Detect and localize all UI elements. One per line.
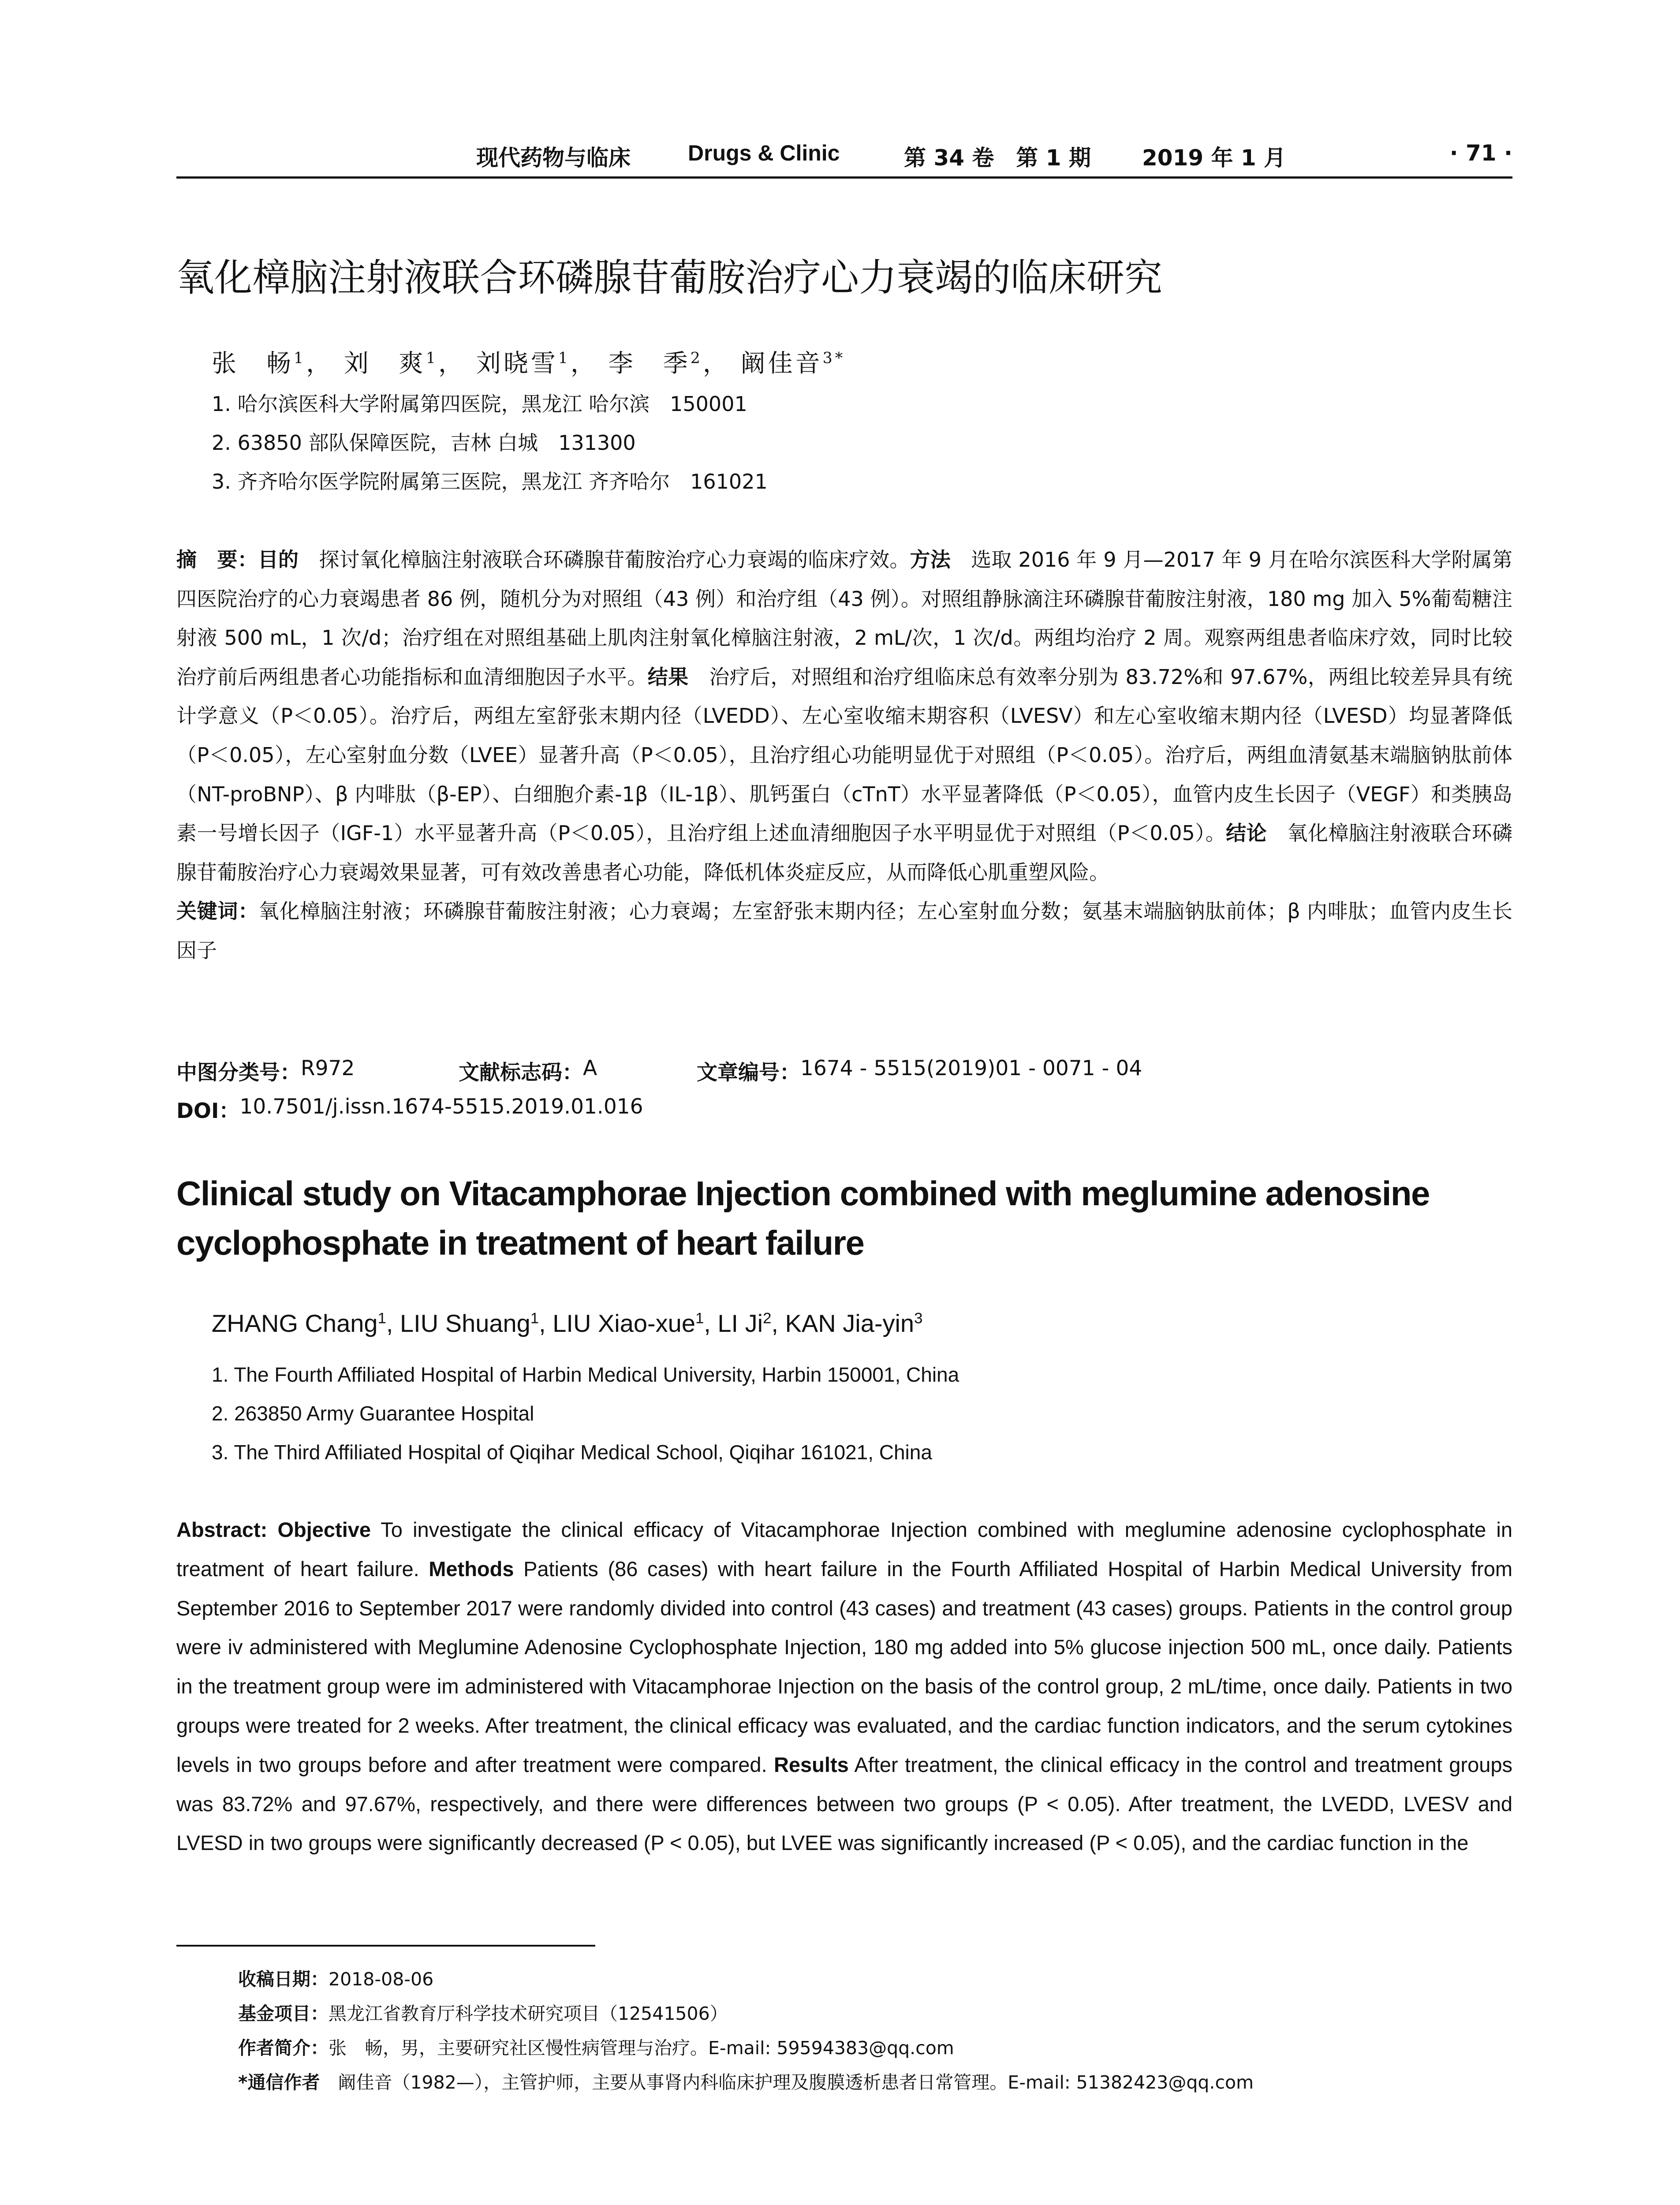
clc-value: R972 [301,1056,355,1080]
cn-author-affil-mark: 1 [558,349,571,367]
cn-author-affil-mark: 1 [294,349,306,367]
cn-author-affil-mark: 3* [822,349,846,367]
cn-results-text: 治疗后，对照组和治疗组临床总有效率分别为 83.72%和 97.67%，两组比较差异具有统计学意义（P＜0.05）。治疗后，两组左室舒张末期内径（LVEDD）、左心室收缩末期容积（LVESV）和左心室收缩末期内径（LVESD）均显著降低（P＜0.05），左心室射血分数（LVEE）显著升高（P＜0.05），且治疗组心功能明显优于对照组（P＜0.05）。治疗后，两组血清氨基末端脑钠肽前体（NT-proBNP）、β 内啡肽（β-EP）、白细胞介素-1β（IL-1β）、肌钙蛋白（cTnT）水平显著降低（P＜0.05），血管内皮生长因子（VEGF）和类胰岛素一号增长因子（IGF-1）水平显著升高（P＜0.05），且治疗组上述血清细胞因子水平明显优于对照组（P＜0.05）。 [176,665,1513,845]
en-objective-text: To investigate the clinical efficacy of Vitacamphorae Injection combined with meglumine adenosine cyclophosphate in treatment of heart failure. [176,1518,1512,1581]
en-author-affil-mark: 1 [530,1310,539,1327]
cn-author-affil-mark: 2 [690,349,703,367]
en-affiliation: 3. The Third Affiliated Hospital of Qiqihar Medical School, Qiqihar 161021, China [212,1441,932,1464]
en-author-list: ZHANG Chang$^1$, LIU Shuang$^1$, LIU Xiao-xue$^1$, LI Ji$^2$, KAN Jia-yin$^3$ [212,1309,923,1337]
cn-abstract [176,540,1512,970]
cn-title: 氧化樟脑注射液联合环磷腺苷葡胺治疗心力衰竭的临床研究 [176,256,1162,300]
en-affiliation: 2. 263850 Army Guarantee Hospital [212,1402,534,1425]
cn-affiliation: 1. 哈尔滨医科大学附属第四医院，黑龙江 哈尔滨 150001 [212,392,747,416]
footnote-rule [176,1945,595,1947]
footnote-label: 收稿日期： [238,1969,329,1990]
en-author-affil-mark: 3 [914,1310,923,1327]
running-header [176,140,1512,176]
footnote-funding [238,1999,728,2025]
cn-author: 李 季 [608,349,691,378]
en-author: LI Ji [717,1309,763,1337]
cn-author-list: 张 畅$^1$， 刘 爽$^1$， 刘晓雪$^1$， 李 季$^2$， 阚佳音$^{3*}$ [212,349,846,378]
doi-label: DOI： [176,1099,240,1123]
en-abstract [176,1510,1512,1863]
journal-name-en: Drugs & Clinic [688,141,840,165]
en-results-label: Results [773,1753,849,1776]
en-objective-label: Objective [277,1518,371,1541]
cn-affiliation: 2. 63850 部队保障医院，吉林 白城 131300 [212,431,636,455]
en-title: Clinical study on Vitacamphorae Injection combined with meglumine adenosine cyclophosphate in treatment of heart failure [176,1174,1430,1262]
en-author-affil-mark: 1 [695,1310,704,1327]
footnote-label: *通信作者 [238,2072,320,2093]
en-author-affil-mark: 1 [377,1310,386,1327]
footnote-label: 基金项目： [238,2003,329,2024]
en-author-affil-mark: 2 [763,1310,772,1327]
en-author: LIU Shuang [400,1309,530,1337]
doc-code-value: A [583,1056,597,1080]
footnote-received [238,1965,433,1991]
footnote-text: 阚佳音（1982—），主管护师，主要从事肾内科临床护理及腹膜透析患者日常管理。E-mail: 51382423@qq.com [320,2072,1254,2093]
cn-author-affil-mark: 1 [426,349,438,367]
cn-methods-label: 方法 [910,548,951,572]
en-author: KAN Jia-yin [785,1309,915,1337]
en-author: LIU Xiao-xue [553,1309,695,1337]
clc-label: 中图分类号： [176,1061,301,1085]
en-affiliation: 1. The Fourth Affiliated Hospital of Harbin Medical University, Harbin 150001, China [212,1363,959,1386]
issue-date: 2019 年 1 月 [1142,145,1286,171]
article-no-value: 1674 - 5515(2019)01 - 0071 - 04 [800,1056,1142,1080]
doc-code-label: 文献标志码： [459,1061,583,1085]
cn-author: 刘晓雪 [476,349,558,378]
cn-author: 刘 爽 [343,349,426,378]
header-rule [176,176,1512,179]
doi-value: 10.7501/j.issn.1674-5515.2019.01.016 [239,1095,643,1119]
cn-objective-text: 探讨氧化樟脑注射液联合环磷腺苷葡胺治疗心力衰竭的临床疗效。 [299,548,910,572]
footnote-text: 2018-08-06 [329,1969,434,1990]
cn-methods-text: 选取 2016 年 9 月—2017 年 9 月在哈尔滨医科大学附属第四医院治疗的心力衰竭患者 86 例，随机分为对照组（43 例）和治疗组（43 例）。对照组静脉滴注环磷腺苷葡胺注射液，180 mg 加入 5%葡萄糖注射液 500 mL，1 次/d；治疗组在对照组基础上肌肉注射氧化樟脑注射液，2 mL/次，1 次/d。两组均治疗 2 周。观察两组患者临床疗效，同时比较治疗前后两组患者心功能指标和血清细胞因子水平。 [176,548,1513,689]
cn-keywords: 氧化樟脑注射液；环磷腺苷葡胺注射液；心力衰竭；左室舒张末期内径；左心室射血分数；氨基末端脑钠肽前体；β 内啡肽；血管内皮生长因子 [176,899,1512,962]
cn-author: 张 畅 [212,349,294,378]
footnote-text: 黑龙江省教育厅科学技术研究项目（12541506） [329,2003,728,2024]
en-methods-text: Patients (86 cases) with heart failure in the Fourth Affiliated Hospital of Harbin Medical University from September 2016 to September 2017 were randomly divided into control (43 cases) and treatment (43 cases) groups. Patients in the control group were iv administered with Meglumine Adenosine Cyclophosphate Injection, 180 mg added into 5% glucose injection 500 mL, once daily. Patients in the treatment group were im administered with Vitacamphorae Injection on the basis of the control group, 2 mL/time, once daily. Patients in two groups were treated for 2 weeks. After treatment, the clinical efficacy was evaluated, and the cardiac function indicators, and the serum cytokines levels in two groups before and after treatment were compared. [176,1557,1512,1776]
cn-affiliation: 3. 齐齐哈尔医学院附属第三医院，黑龙江 齐齐哈尔 161021 [212,470,768,493]
page-number: · 71 · [1449,140,1512,166]
en-results-text: After treatment, the clinical efficacy in the control and treatment groups was 83.72% and 97.67%, respectively, and there were differences between two groups (P < 0.05). After treatment, the LVEDD, LVESV and LVESD in two groups were significantly decreased (P < 0.05), but LVEE was significantly increased (P < 0.05), and the cardiac function in the [176,1753,1512,1855]
footnote-label: 作者简介： [238,2037,329,2059]
cn-conclusion-label: 结论 [1226,821,1267,845]
doi-line [176,1095,643,1124]
article-no-label: 文章编号： [697,1061,800,1085]
cn-author: 阚佳音 [740,349,823,378]
cn-conclusion-text: 氧化樟脑注射液联合环磷腺苷葡胺治疗心力衰竭效果显著，可有效改善患者心功能，降低机体炎症反应，从而降低心肌重塑风险。 [176,821,1513,884]
en-methods-label: Methods [429,1557,514,1581]
cn-objective-label: 目的 [258,548,299,572]
en-abstract-label: Abstract: [176,1518,278,1541]
footnote-text: 张 畅，男，主要研究社区慢性病管理与治疗。E-mail: 59594383@qq.com [329,2037,954,2059]
cn-results-label: 结果 [647,665,689,689]
cn-keywords-label: 关键词： [176,899,259,923]
volume-issue: 第 34 卷 第 1 期 [904,145,1091,171]
footnote-author-bio [238,2033,954,2059]
cn-abstract-label: 摘 要： [176,548,258,572]
journal-name-cn: 现代药物与临床 [476,145,631,171]
en-author: ZHANG Chang [212,1309,378,1337]
footnote-corresponding [238,2068,1254,2094]
